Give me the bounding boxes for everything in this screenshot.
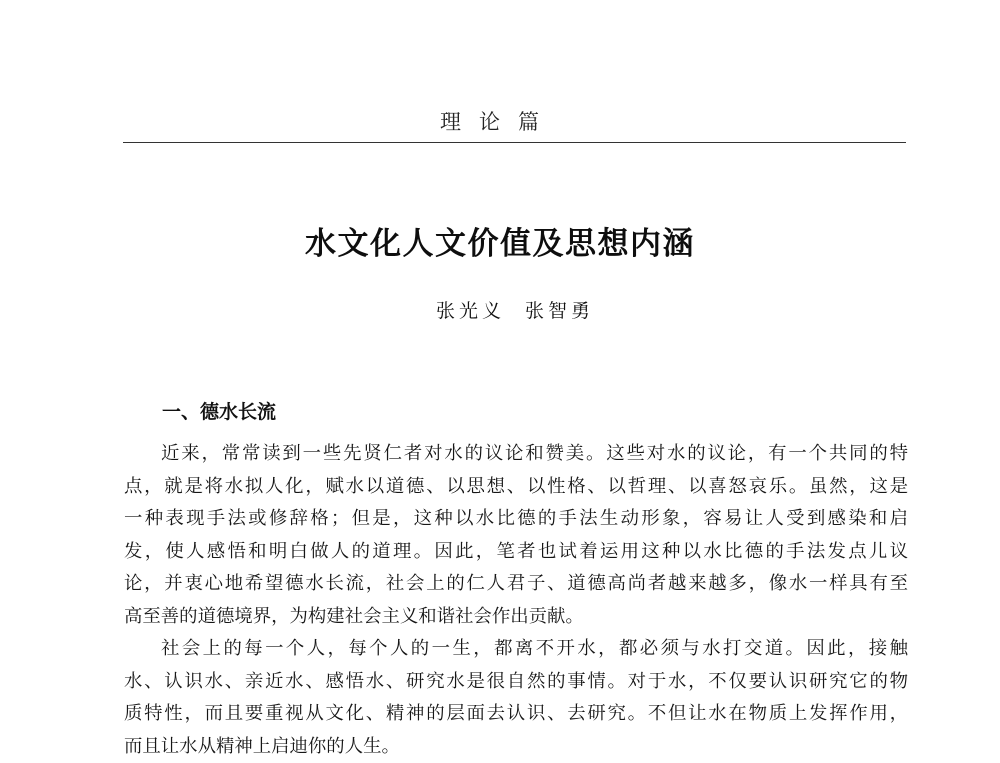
- body-text: [124, 438, 908, 763]
- running-header: 理论篇: [440, 106, 600, 136]
- article-title: 水文化人文价值及思想内涵: [0, 218, 1000, 263]
- paragraph-1-line: 近来，常常读到一些先贤仁者对水的议论和赞美。这些对水的议论，有一个共同的特: [124, 438, 908, 471]
- section-heading: 一、德水长流: [162, 397, 276, 424]
- paragraph-1-line: 高至善的道德境界，为构建社会主义和谐社会作出贡献。: [124, 601, 908, 634]
- paragraph-2-line: 社会上的每一个人，每个人的一生，都离不开水，都必须与水打交道。因此，接触: [124, 633, 908, 666]
- header-rule: [123, 142, 906, 143]
- paragraph-2-line: 而且让水从精神上启迪你的人生。: [124, 731, 908, 763]
- paragraph-1-line: 点，就是将水拟人化，赋水以道德、以思想、以性格、以哲理、以喜怒哀乐。虽然，这是: [124, 471, 908, 504]
- author-1: 张光义: [436, 300, 505, 322]
- paragraph-1-line: 论，并衷心地希望德水长流，社会上的仁人君子、道德高尚者越来越多，像水一样具有至: [124, 568, 908, 601]
- paragraph-1-line: 一种表现手法或修辞格；但是，这种以水比德的手法生动形象，容易让人受到感染和启: [124, 503, 908, 536]
- paragraph-2-line: 质特性，而且要重视从文化、精神的层面去认识、去研究。不但让水在物质上发挥作用，: [124, 698, 908, 731]
- authors: [436, 296, 594, 323]
- paragraph-2-line: 水、认识水、亲近水、感悟水、研究水是很自然的事情。对于水，不仅要认识研究它的物: [124, 666, 908, 699]
- paragraph-1-line: 发，使人感悟和明白做人的道理。因此，笔者也试着运用这种以水比德的手法发点儿议: [124, 536, 908, 569]
- author-2: 张智勇: [525, 300, 594, 322]
